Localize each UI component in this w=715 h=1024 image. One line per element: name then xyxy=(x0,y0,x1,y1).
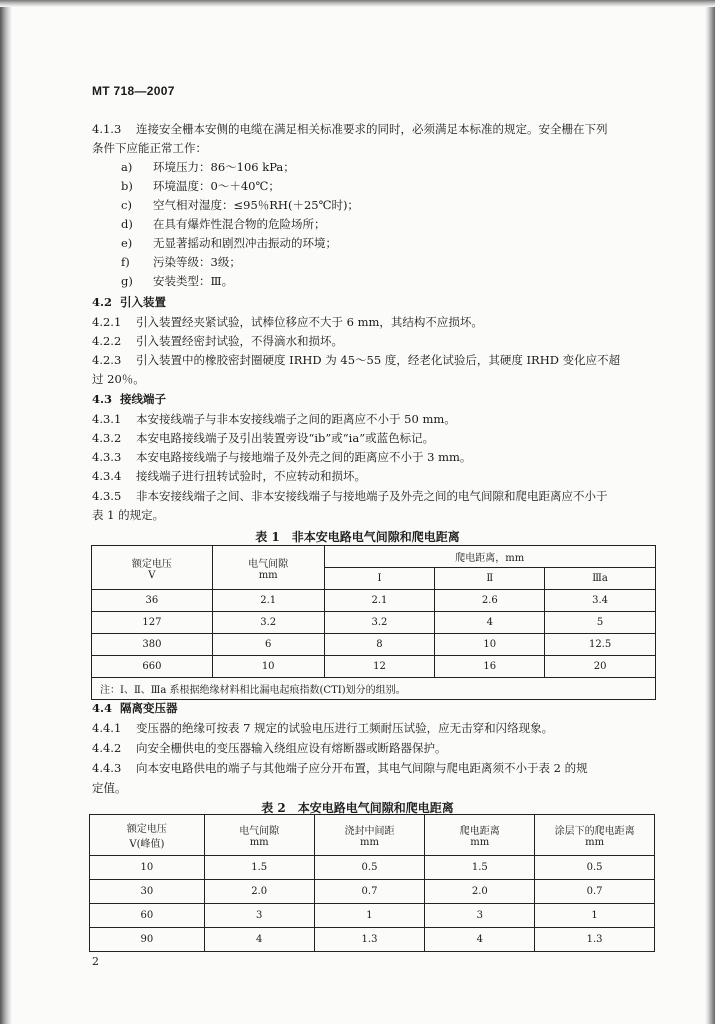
table-2-caption: 表 2 本安电路电气间隙和爬电距离 xyxy=(261,801,454,815)
list-item: a) 环境压力：86～106 kPa； xyxy=(121,160,295,174)
table-row: 380 6 8 10 12.5 xyxy=(92,634,656,656)
table-1-caption: 表 1 非本安电路电气间隙和爬电距离 xyxy=(255,530,460,544)
clause-4-3-1: 4.3.1 本安接线端子与非本安接线端子之间的距离应不小于 50 mm。 xyxy=(92,412,456,426)
list-item: g) 安装类型：Ⅲ。 xyxy=(121,274,234,288)
table-row: 30 2.0 0.7 2.0 0.7 xyxy=(90,880,655,904)
clause-4-4-3: 4.4.3 向本安电路供电的端子与其他端子应分开布置，其电气间隙与爬电距离须不小于表 2 的规 xyxy=(92,761,588,775)
table-row: 60 3 1 3 1 xyxy=(90,904,655,928)
table-row: 660 10 12 16 20 xyxy=(92,656,656,678)
scan-edge-top xyxy=(0,0,715,7)
clause-4-1-3-cont: 条件下应能正常工作： xyxy=(92,141,207,155)
clause-4-3-4: 4.3.4 接线端子进行扭转试验时，不应转动和损坏。 xyxy=(92,469,366,483)
list-item: b) 环境温度：0～＋40℃； xyxy=(121,179,280,193)
table-1-header-group: Ⅰ xyxy=(324,568,435,590)
table-2 xyxy=(89,814,655,952)
table-1-header-clearance: 电气间隙 mm xyxy=(212,546,324,590)
clause-4-4-2: 4.4.2 向安全栅供电的变压器输入绕组应设有熔断器或断路器保护。 xyxy=(92,741,447,755)
table-2-header: 浇封中间距 mm xyxy=(314,815,425,856)
section-heading-4-3: 4.3 接线端子 xyxy=(92,392,166,406)
clause-text: 连接安全栅本安侧的电缆在满足相关标准要求的同时，必须满足本标准的规定。安全栅在下列 xyxy=(136,122,608,136)
table-1-note: 注：Ⅰ、Ⅱ、Ⅲa 系根据绝缘材料相比漏电起痕指数(CTI)划分的组别。 xyxy=(92,678,656,700)
table-1 xyxy=(91,545,656,700)
section-heading-4-2: 4.2 引入装置 xyxy=(92,295,166,309)
clause-4-2-2: 4.2.2 引入装置经密封试验，不得滴水和损坏。 xyxy=(92,334,343,348)
table-1-header-creepage: 爬电距离，mm xyxy=(324,546,655,568)
table-1-header-voltage: 额定电压 V xyxy=(92,546,213,590)
table-2-header: 电气间隙 mm xyxy=(204,815,314,856)
page-number: 2 xyxy=(92,955,99,968)
section-heading-4-4: 4.4 隔离变压器 xyxy=(92,701,178,715)
table-1-header-group: Ⅱ xyxy=(435,568,545,590)
clause-4-4-1: 4.4.1 变压器的绝缘可按表 7 规定的试验电压进行工频耐压试验，应无击穿和闪络现象。 xyxy=(92,721,554,735)
clause-4-4-3-cont: 定值。 xyxy=(92,781,127,795)
clause-4-3-5: 4.3.5 非本安接线端子之间、非本安接线端子与接地端子及外壳之间的电气间隙和爬电距离应不小于 xyxy=(92,489,608,503)
clause-number: 4.1.3 xyxy=(92,122,122,136)
table-1-header-group: Ⅲa xyxy=(545,568,656,590)
document-header: MT 718—2007 xyxy=(92,84,175,98)
scan-edge-left xyxy=(0,0,12,1024)
clause-4-3-5-cont: 表 1 的规定。 xyxy=(92,508,165,522)
table-2-header: 额定电压 V(峰值) xyxy=(90,815,205,856)
table-2-header: 爬电距离 mm xyxy=(425,815,535,856)
table-row: 10 1.5 0.5 1.5 0.5 xyxy=(90,856,655,880)
list-item: d) 在具有爆炸性混合物的危险场所； xyxy=(121,217,326,231)
list-item: f) 污染等级：3级； xyxy=(121,255,241,269)
table-row: 90 4 1.3 4 1.3 xyxy=(90,928,655,952)
clause-4-2-3-cont: 过 20％。 xyxy=(92,372,145,386)
clause-4-2-3: 4.2.3 引入装置中的橡胶密封圈硬度 IRHD 为 45～55 度，经老化试验后，其硬度 IRHD 变化应不超 xyxy=(92,353,621,367)
table-row: 127 3.2 3.2 4 5 xyxy=(92,612,656,634)
table-row: 36 2.1 2.1 2.6 3.4 xyxy=(92,590,656,612)
list-item: c) 空气相对湿度：≤95％RH(＋25℃时)； xyxy=(121,198,359,212)
table-2-header: 涂层下的爬电距离 mm xyxy=(535,815,655,856)
clause-4-2-1: 4.2.1 引入装置经夹紧试验，试棒位移应不大于 6 mm，其结构不应损坏。 xyxy=(92,315,483,329)
clause-4-3-2: 4.3.2 本安电路接线端子及引出装置旁设“ib”或“ia”或蓝色标记。 xyxy=(92,431,435,445)
list-item: e) 无显著摇动和剧烈冲击振动的环境； xyxy=(121,236,337,250)
scan-edge-right xyxy=(705,0,715,1024)
clause-4-1-3 xyxy=(92,121,608,137)
clause-4-3-3: 4.3.3 本安电路接线端子与接地端子及外壳之间的距离应不小于 3 mm。 xyxy=(92,450,472,464)
